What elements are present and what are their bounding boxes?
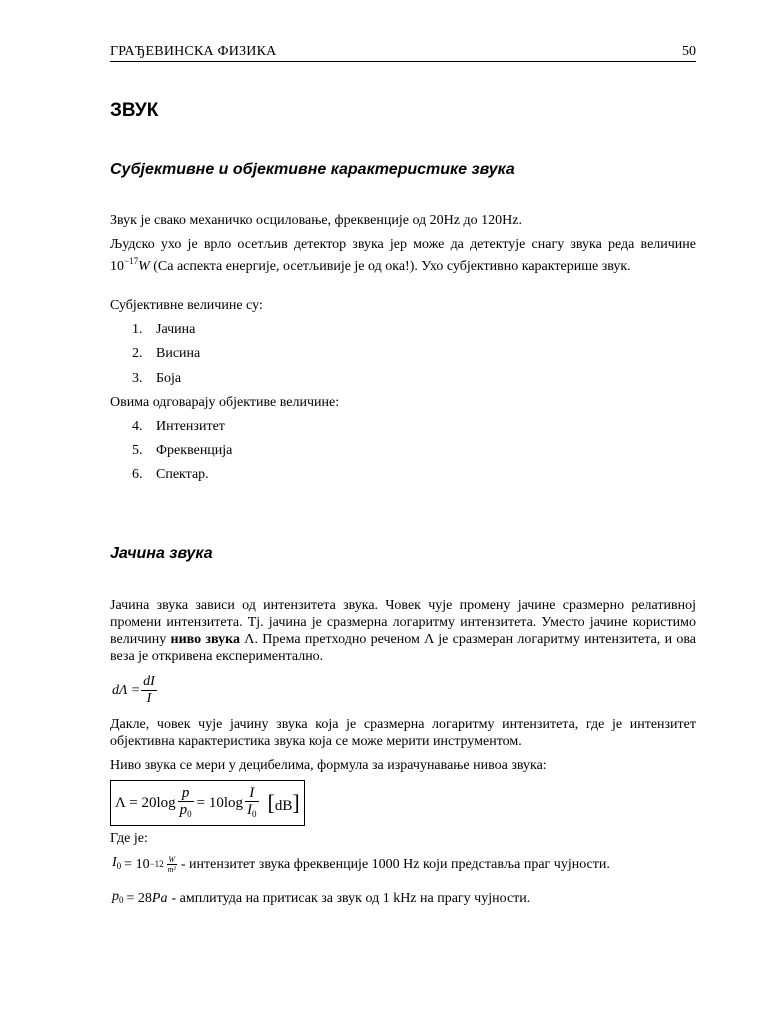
intro-paragraph-3: Субјективне величине су: xyxy=(110,298,263,313)
loudness-paragraph-2: Дакле, човек чује јачину звука која је сразмерна логаритму интензитета, где је интензитет објективна карактеристика звука која се може мерити инструментом. xyxy=(110,717,696,749)
intro-paragraph-2 xyxy=(110,236,696,275)
list-item: 5. Фреквенција xyxy=(132,443,233,458)
formula-box xyxy=(110,780,305,826)
i0-definition: $I_0$ = 10 −12 $\frac{W}{\text{m²}}$ - интензитет звука фреквенције 1000 Hz који представља праг чујности. xyxy=(112,854,610,874)
list-item: 4. Интензитет xyxy=(132,419,225,434)
formula: Λ = 20log $\frac{p}{p_0}$ = 10log $\frac{I}{I_0}$ [dB] xyxy=(115,784,300,819)
page-header xyxy=(110,43,696,62)
where-label: Где је: xyxy=(110,831,148,846)
loudness-paragraph-1: Јачина звука зависи од интензитета звука. Човек чује промену јачине сразмерно релативној промени интензитета. Тј. јачина је сразмерна логаритму интензитета. Уместо јачине користимо величину ниво звука Λ. Према претходно реченом Λ је сразмеран логаритму интензитета, и ова веза је откривена експериментално. xyxy=(110,598,697,664)
p0-definition: $p_0$ = 28 Pa - амплитуда на притисак за звук од 1 kHz на прагу чујности. xyxy=(112,888,531,906)
intro-paragraph-4: Овима одговарају објективе величине: xyxy=(110,395,340,410)
loudness-title: Јачина звука xyxy=(110,545,213,562)
section-subtitle: Субјективне и објективне карактеристике звука xyxy=(110,161,515,178)
intro-p2-start: Људско ухо је врло осетљив детектор звука јер може да детектује снагу звука реда величине xyxy=(110,237,696,252)
i0-unit-fraction: $\frac{W}{\text{m²}}$ xyxy=(167,854,176,874)
list-item: 6. Спектар. xyxy=(132,467,209,482)
list-item: 1. Јачина xyxy=(132,322,196,337)
equation-1: dΛ = $\frac{dI}{I}$ xyxy=(112,673,155,706)
intro-paragraph-1: Звук је свако механичко осциловање, фреквенције од 20Hz до 120Hz. xyxy=(110,213,522,228)
header-title: ГРАЂЕВИНСКА ФИЗИКА xyxy=(110,44,277,59)
section-title: ЗВУК xyxy=(110,100,159,121)
document-page xyxy=(110,0,696,1024)
list-item: 3. Боја xyxy=(132,371,182,386)
intro-p2-math: $10^{-17}W$ xyxy=(110,256,150,274)
loudness-paragraph-3: Ниво звука се мери у децибелима, формула за израчунавање нивоа звука: xyxy=(110,758,547,773)
list-item: 2. Висина xyxy=(132,346,201,361)
intro-p2-end: (Са аспекта енергије, осетљивије је од ока!). Ухо субјективно карактерише звук. xyxy=(149,259,631,274)
term-sound-level: ниво звука xyxy=(170,632,240,647)
unit-brackets: [dB] xyxy=(267,789,300,815)
page-number: 50 xyxy=(682,44,696,59)
equation-1-fraction: $\frac{dI}{I}$ xyxy=(143,673,155,706)
